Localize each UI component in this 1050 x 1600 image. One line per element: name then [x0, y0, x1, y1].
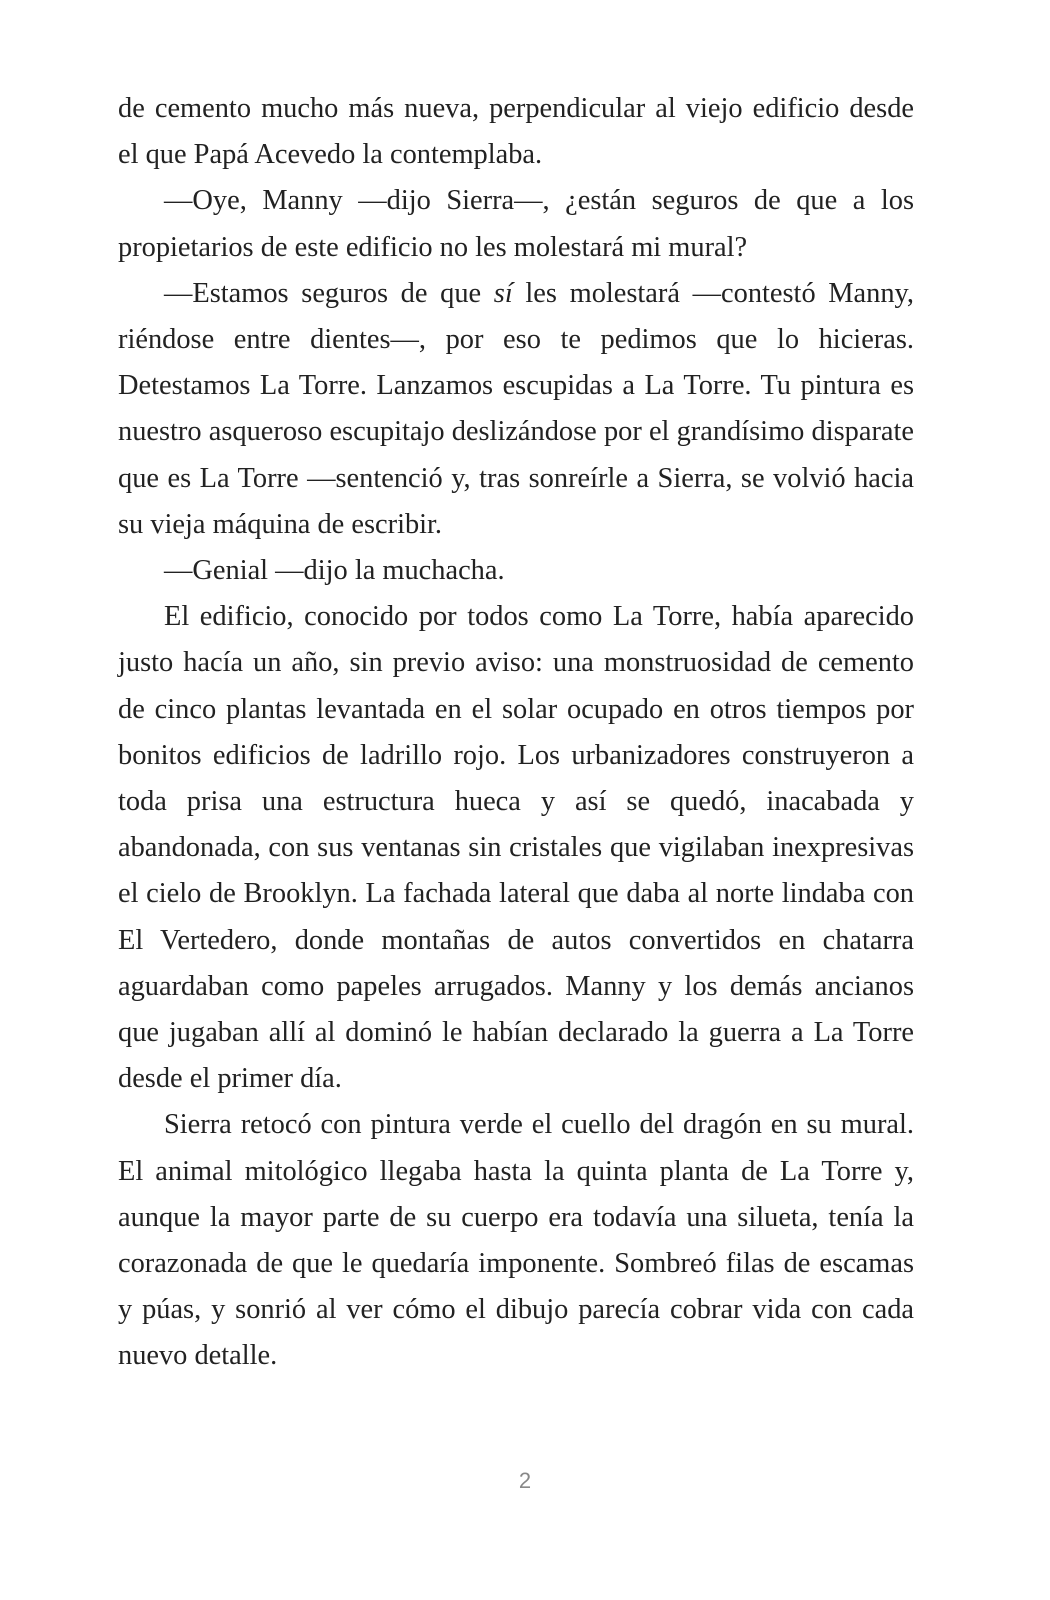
paragraph-text: —Oye, Manny —dijo Sierra—, ¿están seguros de que a los propietarios de este edificio no les molestará mi mural?: [118, 185, 914, 263]
paragraph-text: —Estamos seguros de que: [164, 277, 494, 309]
paragraph: [118, 86, 914, 178]
paragraph: [118, 548, 914, 594]
paragraph: [118, 178, 914, 270]
paragraph-text: de cemento mucho más nueva, perpendicular al viejo edificio desde el que Papá Acevedo la contemplaba.: [118, 93, 914, 171]
paragraph: [118, 271, 914, 548]
paragraph: [118, 1102, 914, 1379]
paragraph-text: Sierra retocó con pintura verde el cuello del dragón en su mural. El animal mitológico llegaba hasta la quinta planta de La Torre y, aunque la mayor parte de su cuerpo era todavía una silueta, tenía la corazonada de que le quedaría imponente. Sombreó filas de escamas y púas, y sonrió al ver cómo el dibujo parecía cobrar vida con cada nuevo detalle.: [118, 1109, 914, 1372]
paragraph-text: —Genial —dijo la muchacha.: [164, 555, 505, 587]
paragraph-text: El edificio, conocido por todos como La Torre, había aparecido justo hacía un año, sin previo aviso: una monstruosidad de cemento de cinco plantas levantada en el solar ocupado en otros tiempos por bonitos edificios de ladrillo rojo. Los urbanizadores construyeron a toda prisa una estructura hueca y así se quedó, inacabada y abandonada, con sus ventanas sin cristales que vigilaban inexpresivas el cielo de Brooklyn. La fachada lateral que daba al norte lindaba con El Vertedero, donde montañas de autos convertidos en chatarra aguardaban como papeles arrugados. Manny y los demás ancianos que jugaban allí al dominó le habían declarado la guerra a La Torre desde el primer día.: [118, 601, 914, 1095]
paragraph: [118, 594, 914, 1102]
page-number: 2: [518, 1468, 532, 1493]
italic-text: sí: [493, 277, 513, 309]
paragraph-text: les molestará —contestó Manny, riéndose entre dientes—, por eso te pedimos que lo hicieras. Detestamos La Torre. Lanzamos escupidas a La Torre. Tu pintura es nuestro asqueroso escupitajo deslizándose por el grandísimo disparate que es La Torre —sentenció y, tras sonreírle a Sierra, se volvió hacia su vieja máquina de escribir.: [118, 277, 914, 540]
page-body: [118, 86, 914, 1380]
